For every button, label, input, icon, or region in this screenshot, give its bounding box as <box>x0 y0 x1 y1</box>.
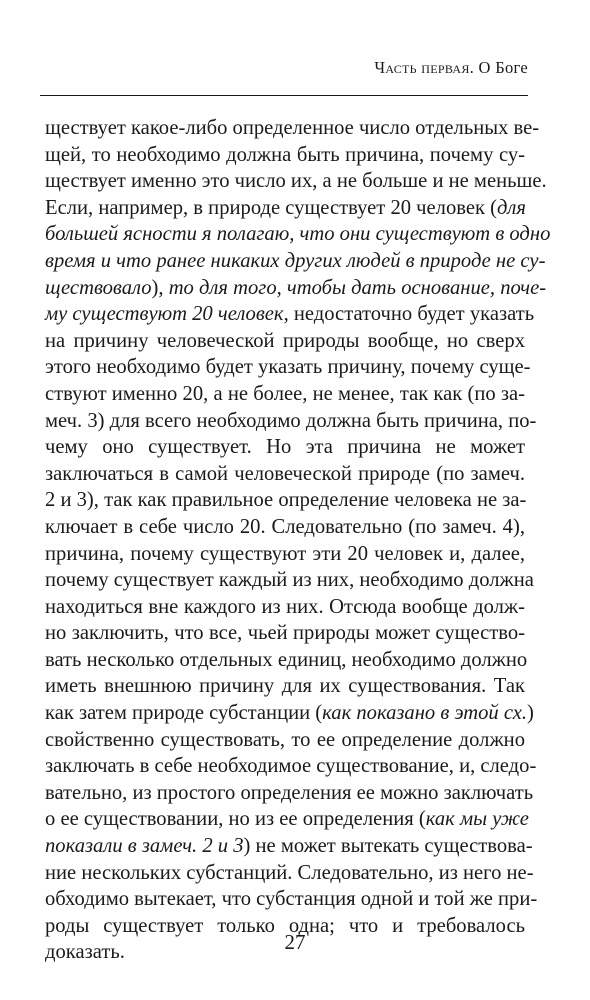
text-run: но заключить, что все, чьей природы может существо- <box>45 622 525 645</box>
running-head-part: Часть первая. <box>374 58 475 77</box>
italic-run: показали в замеч. 2 и 3 <box>45 835 244 858</box>
text-run: , недостаточно будет указать <box>283 303 535 326</box>
text-line <box>45 780 534 807</box>
text-line <box>45 700 534 727</box>
running-head <box>40 58 528 78</box>
italic-run: как мы уже <box>425 808 529 831</box>
text-line <box>45 620 525 647</box>
text-run: заключать в себе необходимое существование, и, следо- <box>45 755 537 778</box>
text-run: щей, то необходимо должна быть причина, почему су- <box>45 143 525 166</box>
text-line <box>45 806 529 833</box>
text-run: вательно, из простого определения ее можно заключать <box>45 781 534 804</box>
italic-run: как показано в этой сх. <box>322 702 528 725</box>
text-run: находиться вне каждого из них. Отсюда вообще долж- <box>45 595 525 618</box>
text-line <box>45 514 525 541</box>
text-line <box>45 434 525 461</box>
text-line <box>45 753 537 780</box>
text-run: доказать. <box>45 941 125 964</box>
text-run: ) <box>527 702 534 725</box>
text-run: меч. 3) для всего необходимо должна быть причина, по- <box>45 409 537 432</box>
text-line <box>45 248 546 275</box>
text-run: ствуют именно 20, а не более, не менее, так как (по за- <box>45 382 525 405</box>
text-run: иметь внешнюю причину для их существования. Так <box>45 675 525 698</box>
italic-run: ществовало <box>45 276 152 299</box>
text-run: заключаться в самой человеческой природе (по замеч. <box>45 462 525 485</box>
text-run: этого необходимо будет указать причину, почему суще- <box>45 356 531 379</box>
text-run: чему оно существует. Но эта причина не может <box>45 436 525 459</box>
text-run: причина, почему существуют эти 20 человек и, далее, <box>45 542 525 565</box>
text-line <box>45 886 538 913</box>
text-run: о ее существовании, но из ее определения ( <box>45 808 426 831</box>
text-run: Если, например, в природе существует 20 человек ( <box>45 196 498 219</box>
text-line <box>45 142 525 169</box>
text-run: ) не может вытекать существова- <box>243 835 533 858</box>
text-line <box>45 408 537 435</box>
text-line <box>45 727 525 754</box>
text-line <box>45 833 533 860</box>
text-run: обходимо вытекает, что субстанция одной и той же при- <box>45 888 538 911</box>
text-line <box>45 354 531 381</box>
page-number: 27 <box>284 930 306 954</box>
text-run: почему существует каждый из них, необходимо должна <box>45 569 534 592</box>
text-run: ществует именно это число их, а не больше и не меньше. <box>45 170 547 193</box>
italic-run: время и что ранее никаких других людей в природе не су- <box>45 249 546 272</box>
text-line <box>45 168 547 195</box>
text-line <box>45 195 525 222</box>
text-line <box>45 487 525 514</box>
text-line <box>45 301 535 328</box>
text-run: вать несколько отдельных единиц, необходимо должно <box>45 648 528 671</box>
text-run: роды существует только одна; что и требовалось <box>45 914 525 937</box>
text-run: ние нескольких субстанций. Следовательно, из него не- <box>45 861 534 884</box>
text-run: ), <box>151 276 169 299</box>
body-text <box>45 115 551 966</box>
italic-run: большей ясности я полагаю, что они существуют в одно <box>45 223 551 246</box>
header-rule <box>40 95 528 96</box>
text-line <box>45 541 525 568</box>
text-line <box>45 461 525 488</box>
text-run: на причину человеческой природы вообще, но сверх <box>45 329 525 352</box>
text-line <box>45 647 528 674</box>
text-line <box>45 275 547 302</box>
text-line <box>45 221 551 248</box>
text-run: 2 и 3), так как правильное определение человека не за- <box>45 489 527 512</box>
text-line <box>45 115 540 142</box>
italic-run: для <box>497 196 526 219</box>
text-line <box>45 328 525 355</box>
text-line <box>45 673 525 700</box>
text-line <box>45 860 534 887</box>
running-head-title: О Боге <box>478 58 528 77</box>
italic-run: му существуют 20 человек <box>45 303 284 326</box>
text-line <box>45 381 525 408</box>
text-line <box>45 567 534 594</box>
text-run: как затем природе субстанции ( <box>45 702 323 725</box>
text-run: свойственно существовать, то ее определение должно <box>45 728 525 751</box>
italic-run: то для того, чтобы дать основание, поче- <box>168 276 547 299</box>
text-line <box>45 594 525 621</box>
text-run: ключает в себе число 20. Следовательно (по замеч. 4), <box>45 515 525 538</box>
text-run: ществует какое-либо определенное число отдельных ве- <box>45 117 540 139</box>
